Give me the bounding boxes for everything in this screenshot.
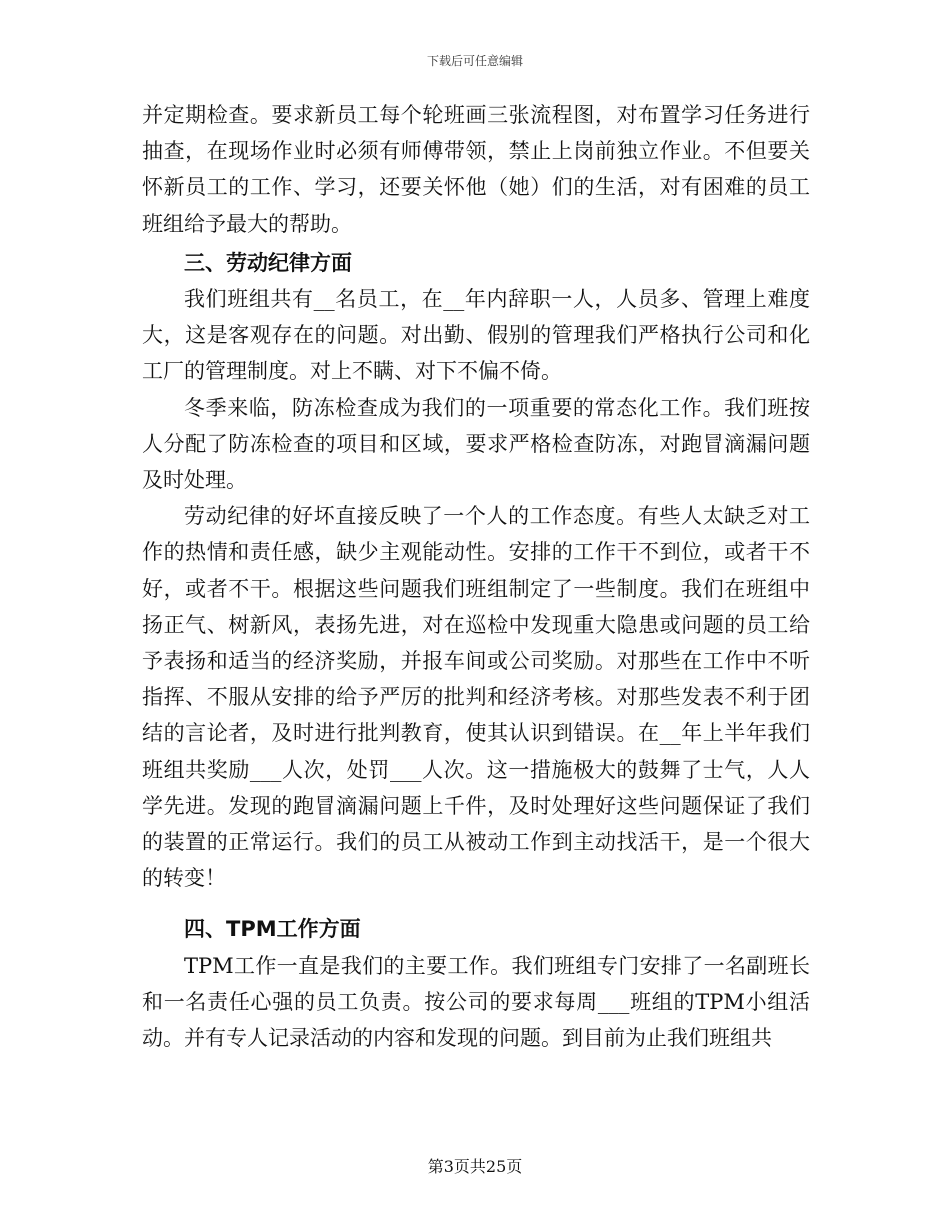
paragraph-tpm-work: TPM工作一直是我们的主要工作。我们班组专门安排了一名副班长和一名责任心强的员工负责。按公司的要求每周___班组的TPM小组活动。并有专人记录活动的内容和发现的问题。到目前为止我们班组共 [142, 953, 810, 1051]
section-heading-labor-discipline: 三、劳动纪律方面 [184, 250, 352, 275]
document-body [142, 97, 810, 1056]
paragraph-winter-antifreeze: 冬季来临，防冻检查成为我们的一项重要的常态化工作。我们班按人分配了防冻检查的项目和区域，要求严格检查防冻，对跑冒滴漏问题及时处理。 [142, 395, 810, 493]
section-heading-tpm: 四、TPM工作方面 [184, 917, 361, 942]
page-header-note: 下载后可任意编辑 [426, 54, 523, 68]
page-number-footer: 第3页共25页 [427, 1157, 523, 1176]
paragraph-staffing: 我们班组共有__名员工，在__年内辞职一人，人员多、管理上难度大，这是客观存在的问题。对出勤、假别的管理我们严格执行公司和化工厂的管理制度。对上不瞒、对下不偏不倚。 [142, 287, 810, 384]
paragraph-continued: 并定期检查。要求新员工每个轮班画三张流程图，对布置学习任务进行抽查，在现场作业时必须有师傅带领，禁止上岗前独立作业。不但要关怀新员工的工作、学习，还要关怀他（她）们的生活，对有困难的员工班组给予最大的帮助。 [142, 103, 810, 236]
paragraph-discipline-measures: 劳动纪律的好坏直接反映了一个人的工作态度。有些人太缺乏对工作的热情和责任感，缺少主观能动性。安排的工作干不到位，或者干不好，或者不干。根据这些问题我们班组制定了一些制度。我们在班组中扬正气、树新风，表扬先进，对在巡检中发现重大隐患或问题的员工给予表扬和适当的经济奖励，并报车间或公司奖励。对那些在工作中不听指挥、不服从安排的给予严厉的批判和经济考核。对那些发表不利于团结的言论者，及时进行批判教育，使其认识到错误。在__年上半年我们班组共奖励___人次，处罚___人次。这一措施极大的鼓舞了士气，人人学先进。发现的跑冒滴漏问题上千件，及时处理好这些问题保证了我们的装置的正常运行。我们的员工从被动工作到主动找活干，是一个很大的转变！ [142, 504, 810, 891]
